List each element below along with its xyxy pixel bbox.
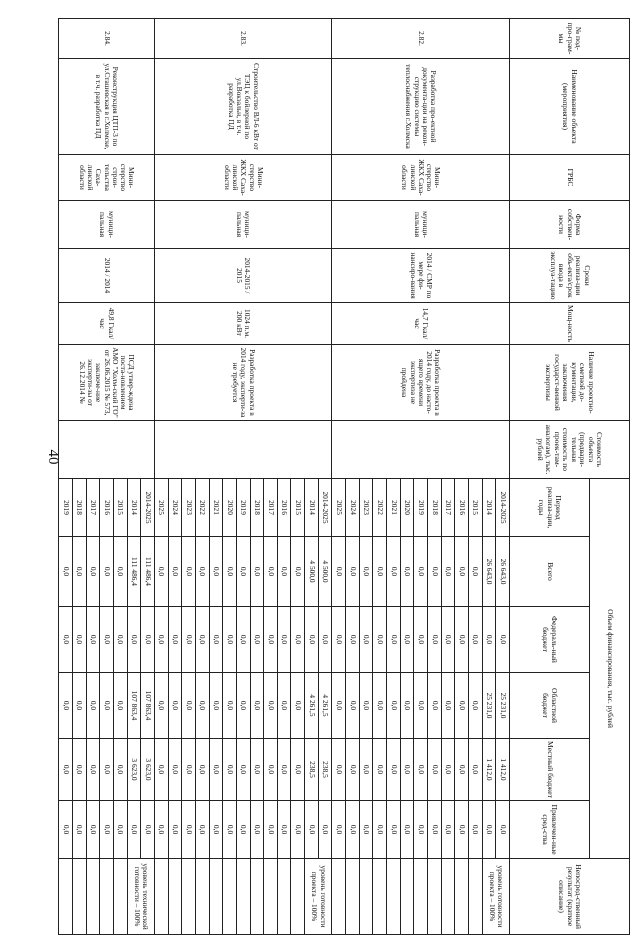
cell-regional: 0,0 xyxy=(113,673,127,739)
result-empty-cell xyxy=(414,859,428,935)
cell-federal: 0,0 xyxy=(141,607,155,673)
cell-attracted: 0,0 xyxy=(359,801,373,859)
cell-federal: 0,0 xyxy=(305,607,319,673)
cell-local: 0,0 xyxy=(332,739,346,801)
object-name: Разработка про-ектной документа-ции на рекон-струкцию системы теплоснабжения г.Холмска xyxy=(332,59,510,155)
cell-attracted: 0,0 xyxy=(387,801,401,859)
object-grbs: Мини-стерство стрoи-тельства Саха-линской области xyxy=(59,155,155,201)
cell-federal: 0,0 xyxy=(168,607,182,673)
cell-total: 0,0 xyxy=(373,537,387,607)
header-deadlines: Сроки реализа-ции объ-екта/срок ввода в эксплуа-тацию xyxy=(510,249,630,303)
cell-federal: 0,0 xyxy=(455,607,469,673)
cell-federal: 0,0 xyxy=(195,607,209,673)
cell-attracted: 0,0 xyxy=(168,801,182,859)
cell-federal: 0,0 xyxy=(127,607,141,673)
cell-regional: 0,0 xyxy=(236,673,250,739)
header-name: Наименование объекта (мероприятия) xyxy=(510,59,630,155)
cell-regional: 0,0 xyxy=(168,673,182,739)
cell-federal: 0,0 xyxy=(387,607,401,673)
cell-attracted: 0,0 xyxy=(455,801,469,859)
cell-federal: 0,0 xyxy=(250,607,264,673)
cell-total: 26 643,0 xyxy=(496,537,510,607)
object-ownership: муници-пальная xyxy=(59,201,155,249)
cell-attracted: 0,0 xyxy=(264,801,278,859)
cell-regional: 0,0 xyxy=(428,673,442,739)
cell-total: 0,0 xyxy=(346,537,360,607)
cell-federal: 0,0 xyxy=(400,607,414,673)
object-capacity: 14,7 Гкал/час xyxy=(332,303,510,345)
cell-attracted: 0,0 xyxy=(496,801,510,859)
cell-total: 0,0 xyxy=(223,537,237,607)
object-capacity: 49,8 Гкал/час xyxy=(59,303,155,345)
cell-period: 2023 xyxy=(359,479,373,537)
cell-local: 3 623,0 xyxy=(127,739,141,801)
cell-attracted: 0,0 xyxy=(195,801,209,859)
cell-federal: 0,0 xyxy=(496,607,510,673)
cell-total: 111 486,4 xyxy=(141,537,155,607)
object-pd-status: Разработка проекта в 2014 году, эксперти-за не требуется xyxy=(154,345,332,421)
cell-federal: 0,0 xyxy=(428,607,442,673)
result-empty-cell xyxy=(441,859,455,935)
cell-period: 2019 xyxy=(59,479,73,537)
cell-period: 2020 xyxy=(400,479,414,537)
cell-total: 4 500,0 xyxy=(318,537,332,607)
cell-period: 2025 xyxy=(332,479,346,537)
result-empty-cell xyxy=(332,859,346,935)
cell-period: 2017 xyxy=(86,479,100,537)
result-empty-cell xyxy=(359,859,373,935)
cell-local: 0,0 xyxy=(264,739,278,801)
cell-local: 0,0 xyxy=(359,739,373,801)
header-period: Период реализа-ции, годы xyxy=(510,479,590,537)
cell-regional: 0,0 xyxy=(250,673,264,739)
cell-attracted: 0,0 xyxy=(400,801,414,859)
cell-attracted: 0,0 xyxy=(318,801,332,859)
cell-period: 2021 xyxy=(387,479,401,537)
result-empty-cell xyxy=(223,859,237,935)
object-result: уровень технической готовности – 100% xyxy=(127,859,154,935)
cell-total: 0,0 xyxy=(168,537,182,607)
cell-local: 0,0 xyxy=(113,739,127,801)
cell-regional: 0,0 xyxy=(154,673,168,739)
cell-total: 0,0 xyxy=(195,537,209,607)
cell-regional: 0,0 xyxy=(209,673,223,739)
cell-federal: 0,0 xyxy=(182,607,196,673)
object-name: Реконструкция ЦТП-3 по ул.Сташевская в г.Холмске, в т.ч. разработка ПД xyxy=(59,59,155,155)
cell-total: 0,0 xyxy=(113,537,127,607)
cell-total: 0,0 xyxy=(441,537,455,607)
cell-period: 2014 xyxy=(127,479,141,537)
object-grbs: Мини-стерство ЖКХ Саха-линской области xyxy=(154,155,332,201)
cell-regional: 0,0 xyxy=(277,673,291,739)
cell-attracted: 0,0 xyxy=(127,801,141,859)
cell-total: 0,0 xyxy=(291,537,305,607)
header-total: Всего xyxy=(510,537,590,607)
cell-local: 0,0 xyxy=(223,739,237,801)
header-federal: Федераль-ный бюджет xyxy=(510,607,590,673)
cell-local: 0,0 xyxy=(414,739,428,801)
cell-local: 0,0 xyxy=(277,739,291,801)
page-number: 40 xyxy=(45,449,61,465)
cell-total: 0,0 xyxy=(469,537,483,607)
cell-federal: 0,0 xyxy=(59,607,73,673)
cell-regional: 0,0 xyxy=(100,673,114,739)
cell-local: 1 412,0 xyxy=(482,739,496,801)
cell-period: 2019 xyxy=(414,479,428,537)
cell-total: 0,0 xyxy=(387,537,401,607)
cell-period: 2019 xyxy=(236,479,250,537)
object-ownership: муници-пальная xyxy=(154,201,332,249)
cell-period: 2017 xyxy=(441,479,455,537)
cell-period: 2016 xyxy=(100,479,114,537)
cell-total: 0,0 xyxy=(209,537,223,607)
cell-regional: 0,0 xyxy=(414,673,428,739)
cell-period: 2015 xyxy=(469,479,483,537)
cell-regional: 25 231,0 xyxy=(482,673,496,739)
cell-federal: 0,0 xyxy=(277,607,291,673)
cell-regional: 0,0 xyxy=(59,673,73,739)
cell-federal: 0,0 xyxy=(73,607,87,673)
header-ownership: Форма собствен-ности xyxy=(510,201,630,249)
cell-regional: 25 231,0 xyxy=(496,673,510,739)
object-pd-status: Разработка проекта в 2014 году, до насто-ящего времени экспертиза не пройдена xyxy=(332,345,510,421)
cell-attracted: 0,0 xyxy=(182,801,196,859)
cell-attracted: 0,0 xyxy=(414,801,428,859)
cell-federal: 0,0 xyxy=(482,607,496,673)
header-funding-group: Объем финансирования, тыс. рублей xyxy=(590,479,630,859)
cell-regional: 0,0 xyxy=(441,673,455,739)
cell-regional: 107 863,4 xyxy=(141,673,155,739)
cell-regional: 0,0 xyxy=(291,673,305,739)
cell-regional: 0,0 xyxy=(195,673,209,739)
cell-attracted: 0,0 xyxy=(113,801,127,859)
cell-local: 0,0 xyxy=(428,739,442,801)
object-deadlines: 2014-2015 / 2015 xyxy=(154,249,332,303)
cell-local: 0,0 xyxy=(209,739,223,801)
cell-attracted: 0,0 xyxy=(100,801,114,859)
result-empty-cell xyxy=(387,859,401,935)
cell-attracted: 0,0 xyxy=(428,801,442,859)
cell-attracted: 0,0 xyxy=(141,801,155,859)
result-empty-cell xyxy=(86,859,100,935)
cell-local: 0,0 xyxy=(400,739,414,801)
cell-total: 0,0 xyxy=(73,537,87,607)
cell-regional: 0,0 xyxy=(469,673,483,739)
cell-federal: 0,0 xyxy=(223,607,237,673)
cell-attracted: 0,0 xyxy=(469,801,483,859)
cell-regional: 0,0 xyxy=(387,673,401,739)
cell-total: 0,0 xyxy=(59,537,73,607)
investment-table xyxy=(58,18,630,935)
cell-period: 2022 xyxy=(195,479,209,537)
result-empty-cell xyxy=(373,859,387,935)
cell-attracted: 0,0 xyxy=(73,801,87,859)
table-body xyxy=(59,19,510,935)
cell-local: 0,0 xyxy=(59,739,73,801)
cell-attracted: 0,0 xyxy=(154,801,168,859)
result-empty-cell xyxy=(182,859,196,935)
result-empty-cell xyxy=(100,859,114,935)
cell-federal: 0,0 xyxy=(100,607,114,673)
rotated-table-container xyxy=(58,18,630,930)
cell-attracted: 0,0 xyxy=(332,801,346,859)
cell-regional: 0,0 xyxy=(223,673,237,739)
cell-attracted: 0,0 xyxy=(86,801,100,859)
cell-attracted: 0,0 xyxy=(373,801,387,859)
cell-total: 0,0 xyxy=(359,537,373,607)
cell-total: 0,0 xyxy=(414,537,428,607)
object-cost xyxy=(332,421,510,479)
result-empty-cell xyxy=(236,859,250,935)
cell-local: 0,0 xyxy=(168,739,182,801)
cell-regional: 0,0 xyxy=(264,673,278,739)
cell-period: 2024 xyxy=(346,479,360,537)
result-empty-cell xyxy=(400,859,414,935)
cell-federal: 0,0 xyxy=(332,607,346,673)
cell-local: 0,0 xyxy=(291,739,305,801)
cell-regional: 0,0 xyxy=(373,673,387,739)
header-no: № под-про-грам-мы xyxy=(510,19,630,59)
cell-federal: 0,0 xyxy=(414,607,428,673)
cell-total: 0,0 xyxy=(428,537,442,607)
result-empty-cell xyxy=(291,859,305,935)
object-pd-status: ПСД утвер-ждена поста-новлением АМО "Холм-ский ГО" от 26.06.2015 № 573, заключе-ние эксперти-зы от 26.12.2014 № xyxy=(59,345,155,421)
cell-period: 2024 xyxy=(168,479,182,537)
cell-federal: 0,0 xyxy=(209,607,223,673)
cell-federal: 0,0 xyxy=(469,607,483,673)
cell-period: 2016 xyxy=(277,479,291,537)
result-empty-cell xyxy=(154,859,168,935)
cell-period: 2014-2025 xyxy=(318,479,332,537)
cell-period: 2014 xyxy=(482,479,496,537)
cell-attracted: 0,0 xyxy=(250,801,264,859)
cell-local: 0,0 xyxy=(86,739,100,801)
result-empty-cell xyxy=(346,859,360,935)
result-empty-cell xyxy=(264,859,278,935)
table-row xyxy=(496,19,510,935)
cell-period: 2022 xyxy=(373,479,387,537)
table-row xyxy=(318,19,332,935)
cell-local: 0,0 xyxy=(469,739,483,801)
object-grbs: Мини-стерство ЖКХ Саха-линской области xyxy=(332,155,510,201)
result-empty-cell xyxy=(113,859,127,935)
cell-total: 0,0 xyxy=(154,537,168,607)
cell-local: 0,0 xyxy=(73,739,87,801)
header-attracted: Привлечен-ные сред-ства xyxy=(510,801,590,859)
cell-total: 0,0 xyxy=(86,537,100,607)
cell-local: 0,0 xyxy=(387,739,401,801)
cell-local: 238,5 xyxy=(305,739,319,801)
cell-federal: 0,0 xyxy=(154,607,168,673)
header-result: Непосред-ственный результат (краткое описание) xyxy=(510,859,630,935)
cell-total: 0,0 xyxy=(236,537,250,607)
header-local: Местный бюджет xyxy=(510,739,590,801)
result-empty-cell xyxy=(428,859,442,935)
cell-total: 0,0 xyxy=(250,537,264,607)
cell-attracted: 0,0 xyxy=(59,801,73,859)
cell-period: 2016 xyxy=(455,479,469,537)
cell-local: 0,0 xyxy=(373,739,387,801)
table-header xyxy=(510,19,630,935)
result-empty-cell xyxy=(59,859,73,935)
cell-local: 0,0 xyxy=(455,739,469,801)
cell-local: 0,0 xyxy=(236,739,250,801)
header-cost: Стоимость объекта (предвари-тельная стоимость по проек-там-аналогам), тыс. рублей xyxy=(510,421,630,479)
cell-federal: 0,0 xyxy=(236,607,250,673)
cell-attracted: 0,0 xyxy=(441,801,455,859)
object-capacity: 1024 п.м. 200 кВт xyxy=(154,303,332,345)
object-number: 2.84. xyxy=(59,19,155,59)
cell-regional: 0,0 xyxy=(86,673,100,739)
cell-local: 0,0 xyxy=(441,739,455,801)
cell-local: 0,0 xyxy=(100,739,114,801)
cell-regional: 0,0 xyxy=(359,673,373,739)
result-empty-cell xyxy=(73,859,87,935)
cell-total: 0,0 xyxy=(400,537,414,607)
object-result: уровень готовности проекта – 100% xyxy=(482,859,509,935)
cell-total: 0,0 xyxy=(277,537,291,607)
cell-federal: 0,0 xyxy=(86,607,100,673)
table-row xyxy=(141,19,155,935)
cell-federal: 0,0 xyxy=(113,607,127,673)
object-ownership: муници-пальная xyxy=(332,201,510,249)
object-deadlines: 2014 / СМР по мере фи-нансиро-вания xyxy=(332,249,510,303)
header-capacity: Мощ-ность xyxy=(510,303,630,345)
result-empty-cell xyxy=(195,859,209,935)
cell-period: 2014 xyxy=(305,479,319,537)
cell-total: 4 500,0 xyxy=(305,537,319,607)
cell-federal: 0,0 xyxy=(359,607,373,673)
cell-total: 26 643,0 xyxy=(482,537,496,607)
object-deadlines: 2014 / 2014 xyxy=(59,249,155,303)
result-empty-cell xyxy=(469,859,483,935)
cell-federal: 0,0 xyxy=(318,607,332,673)
object-number: 2.82. xyxy=(332,19,510,59)
cell-period: 2020 xyxy=(223,479,237,537)
cell-period: 2015 xyxy=(113,479,127,537)
cell-attracted: 0,0 xyxy=(209,801,223,859)
result-empty-cell xyxy=(277,859,291,935)
cell-period: 2014-2025 xyxy=(141,479,155,537)
cell-attracted: 0,0 xyxy=(291,801,305,859)
cell-local: 0,0 xyxy=(154,739,168,801)
cell-regional: 0,0 xyxy=(332,673,346,739)
cell-regional: 0,0 xyxy=(182,673,196,739)
cell-attracted: 0,0 xyxy=(305,801,319,859)
object-number: 2.83. xyxy=(154,19,332,59)
cell-local: 3 623,0 xyxy=(141,739,155,801)
header-pd: Наличие проектно-сметной до-кументации, заключения государст-венной экспертизы xyxy=(510,345,630,421)
result-empty-cell xyxy=(168,859,182,935)
cell-total: 0,0 xyxy=(455,537,469,607)
cell-federal: 0,0 xyxy=(441,607,455,673)
cell-regional: 0,0 xyxy=(346,673,360,739)
cell-period: 2015 xyxy=(291,479,305,537)
cell-regional: 4 261,5 xyxy=(318,673,332,739)
cell-regional: 0,0 xyxy=(400,673,414,739)
object-name: Строительство ВЛ-6 кВт от ТЭЦ к бойлерной по ул.Вокзальн, в т.ч. разработка ПД xyxy=(154,59,332,155)
cell-total: 111 486,4 xyxy=(127,537,141,607)
cell-local: 0,0 xyxy=(346,739,360,801)
cell-period: 2025 xyxy=(154,479,168,537)
cell-local: 0,0 xyxy=(250,739,264,801)
object-cost xyxy=(59,421,155,479)
cell-period: 2018 xyxy=(250,479,264,537)
cell-total: 0,0 xyxy=(182,537,196,607)
cell-regional: 107 863,4 xyxy=(127,673,141,739)
cell-attracted: 0,0 xyxy=(346,801,360,859)
header-grbs: ГРБС xyxy=(510,155,630,201)
cell-local: 238,5 xyxy=(318,739,332,801)
cell-regional: 0,0 xyxy=(455,673,469,739)
cell-attracted: 0,0 xyxy=(277,801,291,859)
cell-local: 0,0 xyxy=(182,739,196,801)
object-result: уровень готовности проекта – 100% xyxy=(305,859,332,935)
cell-attracted: 0,0 xyxy=(223,801,237,859)
cell-total: 0,0 xyxy=(332,537,346,607)
cell-federal: 0,0 xyxy=(346,607,360,673)
cell-total: 0,0 xyxy=(100,537,114,607)
cell-regional: 4 261,5 xyxy=(305,673,319,739)
header-regional: Областной бюджет xyxy=(510,673,590,739)
cell-federal: 0,0 xyxy=(291,607,305,673)
cell-period: 2018 xyxy=(428,479,442,537)
cell-period: 2017 xyxy=(264,479,278,537)
result-empty-cell xyxy=(250,859,264,935)
cell-period: 2014-2025 xyxy=(496,479,510,537)
cell-federal: 0,0 xyxy=(264,607,278,673)
cell-local: 0,0 xyxy=(195,739,209,801)
cell-attracted: 0,0 xyxy=(236,801,250,859)
cell-regional: 0,0 xyxy=(73,673,87,739)
result-empty-cell xyxy=(455,859,469,935)
object-cost xyxy=(154,421,332,479)
cell-period: 2021 xyxy=(209,479,223,537)
result-empty-cell xyxy=(209,859,223,935)
cell-local: 1 412,0 xyxy=(496,739,510,801)
cell-total: 0,0 xyxy=(264,537,278,607)
cell-period: 2023 xyxy=(182,479,196,537)
cell-attracted: 0,0 xyxy=(482,801,496,859)
cell-federal: 0,0 xyxy=(373,607,387,673)
cell-period: 2018 xyxy=(73,479,87,537)
